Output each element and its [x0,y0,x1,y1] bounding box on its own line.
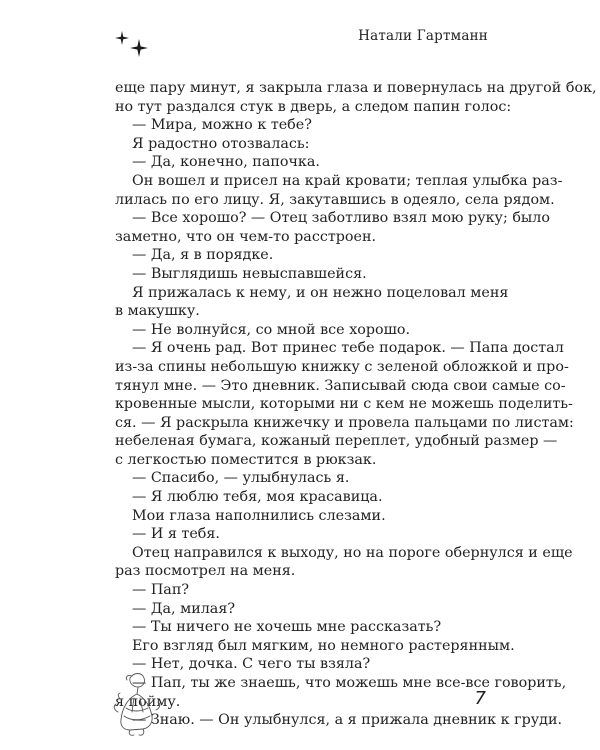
text-line: — Выглядишь невыспавшейся. [132,265,367,282]
text-line: — Все хорошо? — Отец заботливо взял мою руку; было [132,210,550,227]
text-line: с легкостью поместится в рюкзак. [115,451,377,468]
text-line: — Нет, дочка. С чего ты взяла? [132,656,371,673]
body-text [115,79,597,730]
text-line: лилась по его лицу. Я, закутавшись в одеяло, села рядом. [115,191,555,208]
text-line: ся. — Я раскрыла книжечку и провела пальцами по листам: [115,414,574,431]
text-line: Мои глаза наполнились слезами. [132,507,386,524]
text-line: кровенные мысли, которыми ни с кем не можешь поделить- [115,396,573,413]
text-line: заметно, что он чем-то расстроен. [115,228,377,245]
text-line: еще пару минут, я закрыла глаза и повернулась на другой бок, [115,80,597,96]
text-line: — Ты ничего не хочешь мне рассказать? [132,619,442,636]
text-line: — Знаю. — Он улыбнулся, а я прижала дневник к груди. [132,712,563,729]
text-line: небеленая бумага, кожаный переплет, удобный размер — [115,433,558,450]
running-header-author: Натали Гартманн [358,28,488,44]
text-line: Я радостно отозвалась: [132,135,310,152]
text-line: — Да, конечно, папочка. [132,154,320,171]
text-line: Отец направился к выходу, но на пороге обернулся и еще [132,544,573,561]
line-art-figure-icon [108,668,168,738]
text-line: — И я тебя. [132,526,220,543]
text-line: Он вошел и присел на край кровати; теплая улыбка раз- [132,172,563,189]
text-line: — Спасибо, — улыбнулась я. [132,470,350,487]
text-line: раз посмотрел на меня. [115,563,296,580]
text-line: — Пап, ты же знаешь, что можешь мне все-все говорить, [132,675,567,691]
page-number: 7 [474,688,486,709]
text-line: — Я очень рад. Вот принес тебе подарок. — Папа достал [132,340,564,357]
four-point-stars-icon [112,28,154,58]
text-line: но тут раздался стук в дверь, а следом папин голос: [115,98,512,115]
text-line: в макушку. [115,303,200,320]
text-line: тянул мне. — Это дневник. Записывай сюда свои самые со- [115,377,566,394]
text-line: — Мира, можно к тебе? [132,117,312,134]
text-line: — Я люблю тебя, моя красавица. [132,489,383,506]
text-line: — Да, милая? [132,600,236,617]
text-line: я пойму. [115,693,181,710]
text-line: Я прижалась к нему, и он нежно поцеловал меня [132,284,509,301]
text-line: из-за спины небольшую книжку с зеленой обложкой и про- [115,358,569,375]
text-line: — Да, я в порядке. [132,247,274,264]
text-line: — Пап? [132,582,190,599]
text-line: Его взгляд был мягким, но немного растерянным. [132,637,515,654]
text-line: — Не волнуйся, со мной все хорошо. [132,321,411,338]
